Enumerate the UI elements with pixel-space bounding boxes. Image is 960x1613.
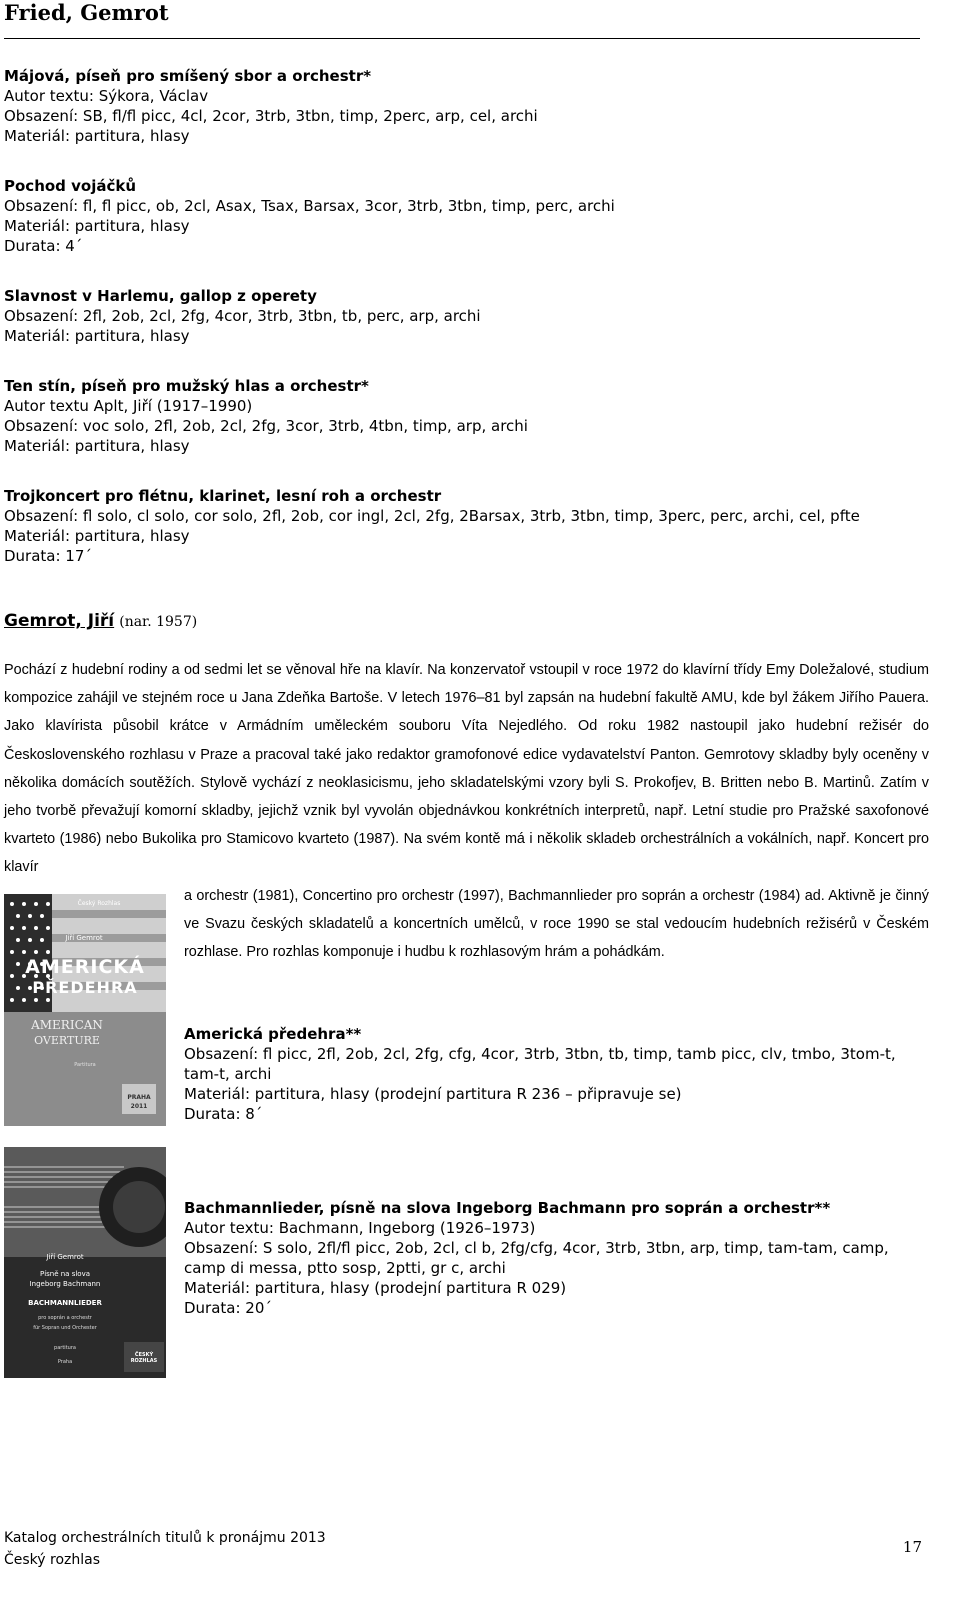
work-title: Májová, píseň pro smíšený sbor a orchestr*: [4, 67, 372, 85]
work-entry: [184, 1024, 914, 1124]
work-material: Materiál: partitura, hlasy: [4, 327, 190, 345]
work-instrumentation: Obsazení: SB, fl/fl picc, 4cl, 2cor, 3trb, 3tbn, timp, 2perc, arp, cel, archi: [4, 107, 538, 125]
cover-city: Praha: [57, 1359, 73, 1365]
cover-edition: Partitura: [74, 1062, 96, 1068]
header-rule: [4, 38, 920, 39]
page-number: 17: [902, 1538, 922, 1556]
work-material: Materiál: partitura, hlasy (prodejní partitura R 236 – připravuje se): [184, 1085, 682, 1103]
page-footer: [4, 1527, 326, 1571]
work-duration: Durata: 20´: [184, 1299, 272, 1317]
cover-composer: Jiří Gemrot: [46, 1253, 84, 1261]
work-title: Trojkoncert pro flétnu, klarinet, lesní roh a orchestr: [4, 487, 442, 505]
cover-subtitle-1: Písně na slova: [39, 1270, 91, 1278]
cover-title-en-2: OVERTURE: [34, 1034, 100, 1047]
work-text-author: Autor textu Aplt, Jiří (1917–1990): [4, 397, 253, 415]
work-material: Materiál: partitura, hlasy (prodejní partitura R 029): [184, 1279, 567, 1297]
cover-title-cz-1: AMERICKÁ: [25, 956, 145, 978]
cover-city: PRAHA: [127, 1094, 151, 1101]
cover-line-de: für Sopran und Orchester: [33, 1325, 97, 1331]
work-title: Bachmannlieder, písně na slova Ingeborg Bachmann pro soprán a orchestr**: [184, 1199, 831, 1217]
cover-line-cz: pro soprán a orchestr: [38, 1315, 92, 1321]
work-material: Materiál: partitura, hlasy: [4, 437, 190, 455]
cover-title-cz-2: PŘEDEHRA: [32, 978, 138, 997]
footer-catalog-title: Katalog orchestrálních titulů k pronájmu 2013: [4, 1530, 326, 1546]
page-header-composer: Fried, Gemrot: [4, 0, 169, 25]
cover-flag-graphic: [4, 894, 166, 1126]
work-title: Ten stín, píseň pro mužský hlas a orchestr*: [4, 377, 369, 395]
cover-title: BACHMANNLIEDER: [28, 1299, 102, 1307]
work-instrumentation: Obsazení: fl solo, cl solo, cor solo, 2fl, 2ob, cor ingl, 2cl, 2fg, 2Barsax, 3trb, 3tbn, timp, 3perc, perc, archi, cel, pfte: [4, 507, 860, 525]
work-entry: [4, 176, 615, 256]
work-entry: [4, 286, 481, 346]
work-title: Pochod vojáčků: [4, 177, 137, 195]
work-material: Materiál: partitura, hlasy: [4, 527, 190, 545]
work-material: Materiál: partitura, hlasy: [4, 127, 190, 145]
cover-publisher: ČESKÝ ROZHLAS: [130, 1352, 158, 1364]
cover-publisher: Český Rozhlas: [77, 900, 121, 907]
work-instrumentation: Obsazení: S solo, 2fl/fl picc, 2ob, 2cl, cl b, 2fg/cfg, 4cor, 3trb, 3tbn, arp, timp, tam-tam, camp, camp di messa, ptto sosp, 2ptti, gr c, archi: [184, 1239, 889, 1277]
work-instrumentation: Obsazení: 2fl, 2ob, 2cl, 2fg, 4cor, 3trb, 3tbn, tb, perc, arp, archi: [4, 307, 481, 325]
work-entry: [4, 66, 538, 146]
work-instrumentation: Obsazení: voc solo, 2fl, 2ob, 2cl, 2fg, 3cor, 3trb, 4tbn, timp, arp, archi: [4, 417, 528, 435]
cover-edition: partitura: [54, 1345, 76, 1351]
composer-dates: (nar. 1957): [119, 614, 198, 630]
work-entry: [4, 486, 929, 566]
composer-biography-continued: a orchestr (1981), Concertino pro orchestr (1997), Bachmannlieder pro soprán a orchestr (1984) ad. Aktivně je činný ve Svazu českých skladatelů a koncertních umělců, v roce 1990 se stal vedoucím hudebních režisérů v Českém rozhlase. Pro rozhlas komponuje i hudbu k rozhlasovým hrám a pohádkám.: [184, 888, 929, 961]
composer-heading: [4, 611, 197, 631]
cover-subtitle-2: Ingeborg Bachmann: [29, 1280, 101, 1288]
work-instrumentation: Obsazení: fl, fl picc, ob, 2cl, Asax, Tsax, Barsax, 3cor, 3trb, 3tbn, timp, perc, archi: [4, 197, 615, 215]
work-text-author: Autor textu: Bachmann, Ingeborg (1926–1973): [184, 1219, 536, 1237]
cover-music-graphic: [4, 1147, 166, 1378]
work-instrumentation: Obsazení: fl picc, 2fl, 2ob, 2cl, 2fg, cfg, 4cor, 3trb, 3tbn, tb, timp, tamb picc, clv, tmbo, 3tom-t, tam-t, archi: [184, 1045, 896, 1083]
work-title: Slavnost v Harlemu, gallop z operety: [4, 287, 317, 305]
work-duration: Durata: 4´: [4, 237, 83, 255]
work-entry: [4, 376, 528, 456]
work-material: Materiál: partitura, hlasy: [4, 217, 190, 235]
work-duration: Durata: 8´: [184, 1105, 263, 1123]
work-title: Americká předehra**: [184, 1025, 362, 1043]
score-cover-bachmannlieder: [4, 1147, 166, 1378]
cover-year: 2011: [130, 1103, 148, 1110]
cover-composer: Jiří Gemrot: [65, 934, 103, 942]
work-entry: [184, 1198, 914, 1318]
work-duration: Durata: 17´: [4, 547, 92, 565]
cover-title-en-1: AMERICAN: [31, 1018, 103, 1032]
work-text-author: Autor textu: Sýkora, Václav: [4, 87, 209, 105]
composer-biography: Pochází z hudební rodiny a od sedmi let se věnoval hře na klavír. Na konzervatoř vstoupil v roce 1972 do klavírní třídy Emy Doležalové, studium kompozice zahájil ve stejném roce u Jana Zdeňka Bartoše. V letech 1976–81 byl zapsán na hudební fakultě AMU, kde byl žákem Jiřího Pauera. Jako klavírista působil krátce v Armádním uměleckém souboru Víta Nejedlého. Od roku 1982 nastoupil jako hudební režisér do Československého rozhlasu v Praze a pracoval také jako redaktor gramofonové edice vydavatelství Panton. Gemrotovy skladby byly oceněny v několika domácích soutěžích. Stylově vychází z neoklasicismu, jeho skladatelskými vzory byli S. Prokofjev, B. Britten nebo B. Martinů. Zatím v jeho tvorbě převažují komorní skladby, jejichž vznik byl vyvolán objednávkou konkrétních interpretů, např. Letní studie pro Pražské saxofonové kvarteto (1986) nebo Bukolika pro Stamicovo kvarteto (1987). Na svém kontě má i několik skladeb orchestrálních a vokálních, např. Koncert pro klavír: [4, 662, 929, 876]
footer-publisher: Český rozhlas: [4, 1552, 101, 1568]
score-cover-american-overture: [4, 894, 166, 1126]
composer-name: Gemrot, Jiří: [4, 611, 115, 631]
